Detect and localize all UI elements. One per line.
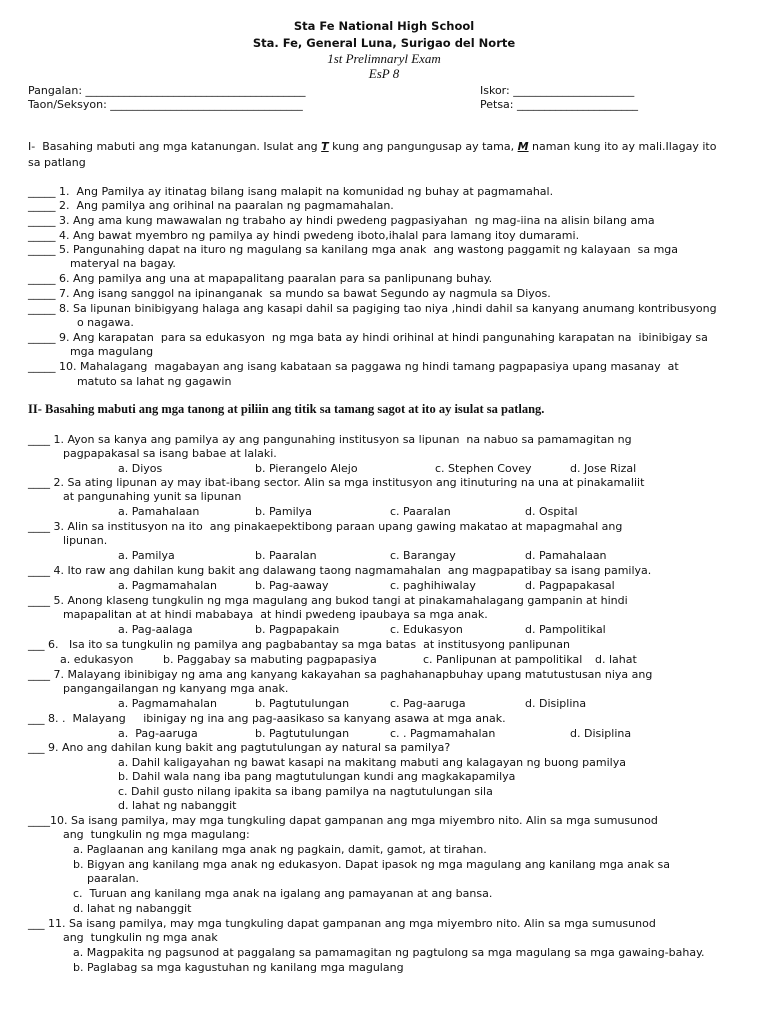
q9-choice-d: d. lahat ng nabanggit — [118, 799, 237, 812]
q7-choice-d: d. Disiplina — [525, 697, 587, 710]
iskor-field: Iskor: ______________________ — [480, 84, 635, 97]
part1-item-cont: mga magulang — [28, 345, 154, 358]
question-5: ____ 5. Anong klaseng tungkulin ng mga magulang ang bukod tangi at pinakamahalagang gampanin at hindi — [28, 594, 628, 607]
question-4: ____ 4. Ito raw ang dahilan kung bakit ang dalawang taong nagmamahalan ang magpapatibay sa isang pamilya. — [28, 564, 652, 577]
q9-choice-c: c. Dahil gusto nilang ipakita sa ibang pamilya na nagtutulungan sila — [118, 785, 493, 798]
q4-choice-b: b. Pag-aaway — [255, 579, 329, 592]
part2-instructions: II- Basahing mabuti ang mga tanong at piliin ang titik sa tamang sagot at ito ay isulat sa patlang. — [28, 402, 545, 416]
part1-item: _____ 8. Sa lipunan binibigyang halaga ang kasapi dahil sa pagiging tao niya ,hindi dahil sa kanyang anumang kontribusyong — [28, 302, 717, 315]
petsa-field: Petsa: ______________________ — [480, 98, 638, 111]
question-1-cont: pagpapakasal sa isang babae at lalaki. — [28, 447, 277, 460]
part1-instructions: I- Basahing mabuti ang mga katanungan. Isulat ang T kung ang pangungusap ay tama, M naman kung ito ay mali.Ilagay ito — [28, 140, 717, 153]
q8-choice-d: d. Disiplina — [570, 727, 632, 740]
question-11: ___ 11. Sa isang pamilya, may mga tungkuling dapat gampanan ang mga miyembro nito. Alin sa mga sumusunod — [28, 917, 656, 930]
question-2: ____ 2. Sa ating lipunan ay may ibat-ibang sector. Alin sa mga institusyon ang itinuturing na una at pinakamaliit — [28, 476, 645, 489]
question-6: ___ 6. Isa ito sa tungkulin ng pamilya ang pagbabantay sa mga batas at institusyong panlipunan — [28, 638, 570, 651]
q7-choice-a: a. Pagmamahalan — [118, 697, 217, 710]
q9-choice-a: a. Dahil kaligayahan ng bawat kasapi na makitang mabuti ang kalagayan ng buong pamilya — [118, 756, 626, 769]
q5-choice-b: b. Pagpapakain — [255, 623, 340, 636]
q2-choice-a: a. Pamahalaan — [118, 505, 200, 518]
q10-choice-c: c. Turuan ang kanilang mga anak na igalang ang pamayanan at ang bansa. — [73, 887, 493, 900]
part1-instructions-cont: sa patlang — [28, 156, 86, 169]
question-11-cont: ang tungkulin ng mga anak — [28, 931, 218, 944]
q6-choice-a: a. edukasyon — [60, 653, 134, 666]
question-5-cont: mapapalitan at at hindi mababaya at hindi pwedeng ipaubaya sa mga anak. — [28, 608, 488, 621]
q5-choice-c: c. Edukasyon — [390, 623, 463, 636]
question-2-cont: at pangunahing yunit sa lipunan — [28, 490, 242, 503]
part1-item: _____ 3. Ang ama kung mawawalan ng trabaho ay hindi pwedeng pagpasiyahan ng mag-iina na alisin bilang ama — [28, 214, 655, 227]
q10-choice-a: a. Paglaanan ang kanilang mga anak ng pagkain, damit, gamot, at tirahan. — [73, 843, 487, 856]
part1-item: _____ 2. Ang pamilya ang orihinal na paaralan ng pagmamahalan. — [28, 199, 394, 212]
question-1: ____ 1. Ayon sa kanya ang pamilya ay ang pangunahing institusyon sa lipunan na nabuo sa pamamagitan ng — [28, 433, 632, 446]
q6-choice-d: d. lahat — [595, 653, 637, 666]
q8-choice-b: b. Pagtutulungan — [255, 727, 350, 740]
part1-item-cont: materyal na bagay. — [28, 257, 176, 270]
question-8: ___ 8. . Malayang ibinigay ng ina ang pag-aasikaso sa kanyang asawa at mga anak. — [28, 712, 506, 725]
q11-choice-b: b. Paglabag sa mga kagustuhan ng kanilang mga magulang — [73, 961, 404, 974]
part1-item: _____ 1. Ang Pamilya ay itinatag bilang isang malapit na komunidad ng buhay at pagmamahal. — [28, 185, 554, 198]
q1-choice-a: a. Diyos — [118, 462, 163, 475]
q1-choice-b: b. Pierangelo Alejo — [255, 462, 358, 475]
part1-item-cont: o nagawa. — [28, 316, 134, 329]
q8-choice-a: a. Pag-aaruga — [118, 727, 198, 740]
q5-choice-a: a. Pag-aalaga — [118, 623, 193, 636]
q2-choice-c: c. Paaralan — [390, 505, 451, 518]
q10-choice-d: d. lahat ng nabanggit — [73, 902, 192, 915]
q5-choice-d: d. Pampolitikal — [525, 623, 606, 636]
q2-choice-d: d. Ospital — [525, 505, 578, 518]
question-3-cont: lipunan. — [28, 534, 108, 547]
q4-choice-d: d. Pagpapakasal — [525, 579, 615, 592]
part1-item: _____ 4. Ang bawat myembro ng pamilya ay hindi pwedeng iboto,ihalal para lamang itoy dumarami. — [28, 229, 580, 242]
q3-choice-a: a. Pamilya — [118, 549, 175, 562]
q8-choice-c: c. . Pagmamahalan — [390, 727, 496, 740]
q2-choice-b: b. Pamilya — [255, 505, 312, 518]
question-7: ____ 7. Malayang ibinibigay ng ama ang kanyang kakayahan sa paghahanapbuhay upang matutustusan niya ang — [28, 668, 653, 681]
q4-choice-a: a. Pagmamahalan — [118, 579, 217, 592]
q6-choice-c: c. Panlipunan at pampolitikal — [423, 653, 583, 666]
question-10: ____10. Sa isang pamilya, may mga tungkuling dapat gampanan ang mga miyembro nito. Alin sa mga sumusunod — [28, 814, 658, 827]
q11-choice-a: a. Magpakita ng pagsunod at paggalang sa pamamagitan ng pagtulong sa mga magulang sa mga gawaing-bahay. — [73, 946, 705, 959]
question-3: ____ 3. Alin sa institusyon na ito ang pinakaepektibong paraan upang gawing makatao at mapagmahal ang — [28, 520, 623, 533]
part1-item: _____ 7. Ang isang sanggol na ipinanganak sa mundo sa bawat Segundo ay nagmula sa Diyos. — [28, 287, 551, 300]
q10-choice-b-cont: paaralan. — [73, 872, 139, 885]
part1-item: _____ 5. Pangunahing dapat na ituro ng magulang sa kanilang mga anak ang wastong paggamit ng kalayaan sa mga — [28, 243, 679, 256]
part1-item: _____ 6. Ang pamilya ang una at mapapalitang paaralan para sa panlipunang buhay. — [28, 272, 493, 285]
question-10-cont: ang tungkulin ng mga magulang: — [28, 828, 250, 841]
taon-seksyon-field: Taon/Seksyon: ___________________________________ — [28, 98, 303, 111]
part1-item: _____ 9. Ang karapatan para sa edukasyon ng mga bata ay hindi orihinal at hindi pangunahing karapatan na ibinibigay sa — [28, 331, 708, 344]
school-name: Sta Fe National High School — [293, 19, 475, 33]
q9-choice-b: b. Dahil wala nang iba pang magtutulungan kundi ang magkakapamilya — [118, 770, 516, 783]
q7-choice-b: b. Pagtutulungan — [255, 697, 350, 710]
part1-item-cont: matuto sa lahat ng gagawin — [28, 375, 232, 388]
q6-choice-b: b. Paggabay sa mabuting pagpapasiya — [163, 653, 377, 666]
q1-choice-c: c. Stephen Covey — [435, 462, 532, 475]
q3-choice-d: d. Pamahalaan — [525, 549, 607, 562]
q4-choice-c: c. paghihiwalay — [390, 579, 476, 592]
school-address: Sta. Fe, General Luna, Surigao del Norte — [252, 36, 516, 50]
part1-item: _____ 10. Mahalagang magabayan ang isang kabataan sa paggawa ng hindi tamang pagpapasiya upang masanay at — [28, 360, 679, 373]
q3-choice-c: c. Barangay — [390, 549, 456, 562]
q1-choice-d: d. Jose Rizal — [570, 462, 637, 475]
subject-title: EsP 8 — [368, 66, 400, 81]
exam-title: 1st Prelimnaryl Exam — [327, 51, 441, 66]
q3-choice-b: b. Paaralan — [255, 549, 317, 562]
q7-choice-c: c. Pag-aaruga — [390, 697, 466, 710]
pangalan-field: Pangalan: ________________________________________ — [28, 84, 306, 97]
q10-choice-b: b. Bigyan ang kanilang mga anak ng edukasyon. Dapat ipasok ng mga magulang ang kanilang mga anak sa — [73, 858, 670, 871]
question-7-cont: pangangailangan ng kanyang mga anak. — [28, 682, 289, 695]
question-9: ___ 9. Ano ang dahilan kung bakit ang pagtutulungan ay natural sa pamilya? — [28, 741, 451, 754]
